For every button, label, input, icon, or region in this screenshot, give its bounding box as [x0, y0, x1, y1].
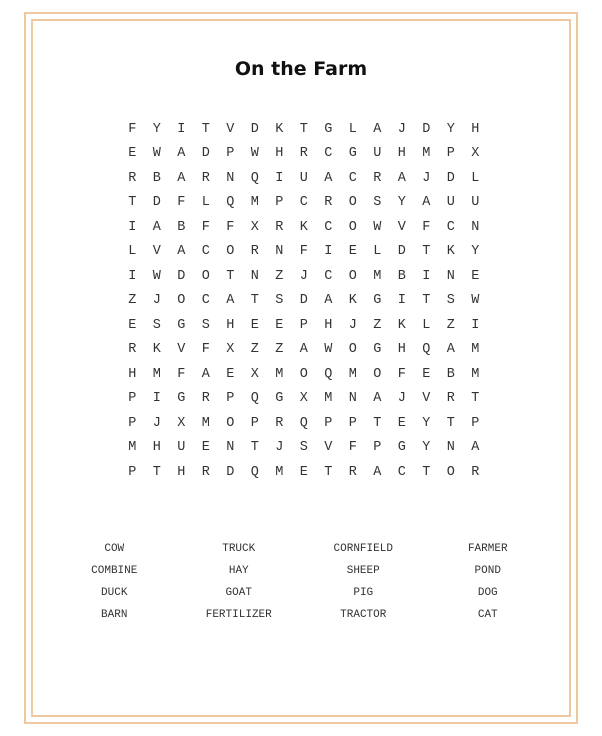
grid-letter: V — [422, 391, 431, 407]
word-list-row — [52, 538, 550, 560]
grid-letter: O — [348, 268, 357, 284]
grid-letter: Q — [250, 170, 259, 186]
grid-letter: W — [373, 219, 382, 235]
grid-letter: V — [152, 244, 161, 260]
grid-letter: R — [471, 464, 480, 480]
grid-letter: T — [471, 391, 480, 407]
word-list-item: PIG — [353, 587, 374, 599]
grid-letter: G — [373, 342, 382, 358]
grid-letter: E — [299, 464, 308, 480]
grid-letter: Z — [128, 293, 137, 309]
grid-row — [120, 142, 488, 167]
grid-letter: Q — [299, 415, 308, 431]
grid-letter: D — [152, 195, 161, 211]
grid-letter: O — [373, 366, 382, 382]
grid-letter: X — [177, 415, 186, 431]
grid-letter: R — [201, 391, 210, 407]
grid-letter: N — [250, 268, 259, 284]
grid-letter: I — [128, 219, 137, 235]
grid-letter: O — [348, 342, 357, 358]
grid-letter: R — [324, 195, 333, 211]
grid-letter: A — [177, 146, 186, 162]
grid-letter: N — [348, 391, 357, 407]
grid-letter: U — [471, 195, 480, 211]
grid-letter: D — [422, 121, 431, 137]
grid-letter: J — [299, 268, 308, 284]
grid-letter: N — [446, 268, 455, 284]
grid-letter: D — [201, 146, 210, 162]
grid-letter: Q — [250, 464, 259, 480]
grid-letter: H — [471, 121, 480, 137]
word-list — [52, 538, 550, 626]
grid-letter: A — [397, 170, 406, 186]
grid-letter: Y — [422, 415, 431, 431]
grid-letter: O — [299, 366, 308, 382]
grid-letter: U — [446, 195, 455, 211]
grid-letter: A — [152, 219, 161, 235]
grid-letter: C — [446, 219, 455, 235]
grid-letter: M — [128, 440, 137, 456]
grid-letter: E — [471, 268, 480, 284]
grid-letter: R — [201, 170, 210, 186]
word-list-item: DOG — [477, 587, 498, 599]
grid-letter: E — [128, 146, 137, 162]
grid-letter: P — [128, 464, 137, 480]
grid-letter: P — [348, 415, 357, 431]
grid-letter: Y — [397, 195, 406, 211]
grid-letter: N — [275, 244, 284, 260]
word-list-item: POND — [474, 565, 501, 577]
grid-letter: K — [299, 219, 308, 235]
grid-letter: G — [324, 121, 333, 137]
grid-letter: X — [250, 219, 259, 235]
grid-letter: D — [299, 293, 308, 309]
grid-letter: C — [299, 195, 308, 211]
grid-letter: H — [397, 342, 406, 358]
grid-row — [120, 166, 488, 191]
grid-letter: H — [128, 366, 137, 382]
grid-letter: R — [348, 464, 357, 480]
word-list-item: COMBINE — [91, 565, 138, 577]
grid-letter: E — [275, 317, 284, 333]
grid-letter: X — [471, 146, 480, 162]
grid-letter: J — [275, 440, 284, 456]
grid-letter: S — [152, 317, 161, 333]
grid-letter: R — [128, 342, 137, 358]
grid-letter: Y — [446, 121, 455, 137]
grid-letter: H — [152, 440, 161, 456]
grid-letter: O — [177, 293, 186, 309]
grid-letter: A — [177, 170, 186, 186]
grid-letter: Z — [373, 317, 382, 333]
grid-letter: E — [348, 244, 357, 260]
grid-letter: A — [373, 391, 382, 407]
grid-letter: L — [201, 195, 210, 211]
grid-letter: T — [226, 268, 235, 284]
grid-letter: X — [299, 391, 308, 407]
grid-letter: O — [446, 464, 455, 480]
grid-letter: X — [250, 366, 259, 382]
grid-letter: F — [201, 219, 210, 235]
grid-letter: P — [275, 195, 284, 211]
grid-letter: Q — [422, 342, 431, 358]
grid-letter: T — [446, 415, 455, 431]
grid-letter: S — [373, 195, 382, 211]
grid-letter: F — [348, 440, 357, 456]
grid-letter: H — [177, 464, 186, 480]
grid-letter: H — [397, 146, 406, 162]
grid-letter: S — [275, 293, 284, 309]
grid-letter: J — [397, 391, 406, 407]
grid-letter: K — [152, 342, 161, 358]
grid-letter: J — [397, 121, 406, 137]
grid-letter: M — [422, 146, 431, 162]
grid-letter: C — [397, 464, 406, 480]
grid-letter: K — [348, 293, 357, 309]
grid-letter: S — [201, 317, 210, 333]
grid-letter: I — [275, 170, 284, 186]
grid-letter: N — [226, 170, 235, 186]
grid-letter: M — [152, 366, 161, 382]
grid-letter: D — [177, 268, 186, 284]
word-list-item: TRACTOR — [340, 609, 387, 621]
grid-letter: Y — [152, 121, 161, 137]
grid-row — [120, 117, 488, 142]
grid-letter: C — [201, 244, 210, 260]
grid-letter: R — [128, 170, 137, 186]
grid-letter: Q — [324, 366, 333, 382]
grid-letter: E — [128, 317, 137, 333]
grid-letter: L — [471, 170, 480, 186]
grid-letter: H — [226, 317, 235, 333]
word-list-item: CORNFIELD — [333, 543, 393, 555]
grid-letter: U — [177, 440, 186, 456]
grid-letter: W — [152, 268, 161, 284]
grid-letter: V — [177, 342, 186, 358]
grid-letter: A — [373, 464, 382, 480]
grid-letter: B — [152, 170, 161, 186]
grid-letter: A — [201, 366, 210, 382]
grid-letter: N — [226, 440, 235, 456]
grid-letter: R — [446, 391, 455, 407]
grid-letter: T — [422, 244, 431, 260]
grid-letter: A — [422, 195, 431, 211]
grid-letter: J — [152, 293, 161, 309]
grid-letter: L — [373, 244, 382, 260]
grid-row — [120, 460, 488, 485]
grid-row — [120, 387, 488, 412]
grid-letter: M — [373, 268, 382, 284]
grid-letter: M — [250, 195, 259, 211]
grid-letter: T — [250, 440, 259, 456]
grid-letter: V — [324, 440, 333, 456]
word-list-item: GOAT — [225, 587, 252, 599]
grid-letter: D — [397, 244, 406, 260]
grid-row — [120, 264, 488, 289]
grid-letter: Z — [275, 342, 284, 358]
grid-letter: M — [471, 366, 480, 382]
grid-letter: E — [422, 366, 431, 382]
grid-letter: T — [128, 195, 137, 211]
grid-letter: S — [299, 440, 308, 456]
grid-letter: P — [226, 391, 235, 407]
grid-letter: J — [422, 170, 431, 186]
grid-letter: D — [250, 121, 259, 137]
grid-row — [120, 215, 488, 240]
grid-letter: V — [226, 121, 235, 137]
grid-letter: F — [177, 366, 186, 382]
grid-letter: T — [324, 464, 333, 480]
grid-letter: T — [422, 293, 431, 309]
grid-letter: M — [275, 464, 284, 480]
grid-letter: P — [226, 146, 235, 162]
grid-letter: E — [201, 440, 210, 456]
grid-letter: B — [397, 268, 406, 284]
grid-letter: L — [348, 121, 357, 137]
grid-letter: T — [250, 293, 259, 309]
grid-letter: A — [177, 244, 186, 260]
grid-letter: A — [226, 293, 235, 309]
grid-letter: W — [471, 293, 480, 309]
word-list-row — [52, 582, 550, 604]
word-list-item: HAY — [228, 565, 249, 577]
grid-letter: Z — [446, 317, 455, 333]
grid-letter: G — [348, 146, 357, 162]
grid-row — [120, 313, 488, 338]
grid-letter: K — [446, 244, 455, 260]
grid-letter: B — [177, 219, 186, 235]
grid-letter: G — [177, 391, 186, 407]
grid-letter: T — [299, 121, 308, 137]
grid-letter: H — [275, 146, 284, 162]
word-list-item: SHEEP — [346, 565, 380, 577]
grid-row — [120, 436, 488, 461]
grid-letter: Z — [250, 342, 259, 358]
grid-letter: C — [324, 146, 333, 162]
grid-letter: F — [201, 342, 210, 358]
grid-letter: E — [250, 317, 259, 333]
grid-row — [120, 240, 488, 265]
grid-letter: P — [471, 415, 480, 431]
grid-row — [120, 362, 488, 387]
grid-letter: Y — [422, 440, 431, 456]
grid-letter: O — [226, 415, 235, 431]
grid-letter: G — [373, 293, 382, 309]
grid-letter: F — [299, 244, 308, 260]
grid-letter: B — [446, 366, 455, 382]
grid-letter: R — [275, 219, 284, 235]
grid-letter: D — [446, 170, 455, 186]
grid-letter: S — [446, 293, 455, 309]
grid-letter: F — [226, 219, 235, 235]
grid-letter: U — [373, 146, 382, 162]
grid-letter: O — [226, 244, 235, 260]
grid-letter: C — [201, 293, 210, 309]
grid-row — [120, 191, 488, 216]
grid-letter: P — [128, 415, 137, 431]
grid-letter: W — [152, 146, 161, 162]
grid-letter: R — [250, 244, 259, 260]
grid-letter: M — [275, 366, 284, 382]
grid-letter: P — [250, 415, 259, 431]
grid-letter: A — [446, 342, 455, 358]
grid-letter: F — [422, 219, 431, 235]
word-list-item: TRUCK — [222, 543, 256, 555]
grid-letter: L — [422, 317, 431, 333]
grid-letter: A — [373, 121, 382, 137]
grid-letter: R — [373, 170, 382, 186]
grid-letter: I — [471, 317, 480, 333]
grid-letter: A — [299, 342, 308, 358]
word-list-item: CAT — [477, 609, 498, 621]
grid-letter: I — [177, 121, 186, 137]
grid-letter: T — [152, 464, 161, 480]
grid-letter: W — [250, 146, 259, 162]
grid-letter: P — [299, 317, 308, 333]
grid-letter: N — [471, 219, 480, 235]
grid-letter: J — [348, 317, 357, 333]
grid-letter: A — [324, 170, 333, 186]
grid-letter: P — [128, 391, 137, 407]
grid-letter: G — [397, 440, 406, 456]
grid-letter: O — [348, 219, 357, 235]
grid-letter: W — [324, 342, 333, 358]
grid-letter: Y — [471, 244, 480, 260]
grid-letter: L — [128, 244, 137, 260]
grid-letter: C — [324, 268, 333, 284]
letter-grid — [120, 117, 488, 485]
grid-letter: Q — [250, 391, 259, 407]
grid-letter: P — [324, 415, 333, 431]
grid-letter: J — [152, 415, 161, 431]
word-list-item: FARMER — [467, 543, 508, 555]
grid-letter: X — [226, 342, 235, 358]
grid-letter: C — [348, 170, 357, 186]
grid-letter: P — [373, 440, 382, 456]
grid-letter: E — [226, 366, 235, 382]
grid-letter: C — [324, 219, 333, 235]
grid-letter: A — [324, 293, 333, 309]
grid-letter: M — [201, 415, 210, 431]
grid-letter: F — [128, 121, 137, 137]
grid-letter: T — [201, 121, 210, 137]
grid-letter: I — [324, 244, 333, 260]
grid-letter: M — [348, 366, 357, 382]
grid-row — [120, 338, 488, 363]
word-list-row — [52, 604, 550, 626]
word-list-row — [52, 560, 550, 582]
grid-letter: I — [397, 293, 406, 309]
grid-letter: I — [152, 391, 161, 407]
grid-letter: E — [397, 415, 406, 431]
grid-letter: G — [275, 391, 284, 407]
grid-letter: N — [446, 440, 455, 456]
grid-letter: R — [275, 415, 284, 431]
grid-row — [120, 411, 488, 436]
grid-row — [120, 289, 488, 314]
word-list-item: COW — [104, 543, 125, 555]
grid-letter: K — [397, 317, 406, 333]
grid-letter: F — [397, 366, 406, 382]
grid-letter: R — [201, 464, 210, 480]
grid-letter: U — [299, 170, 308, 186]
grid-letter: Z — [275, 268, 284, 284]
grid-letter: O — [348, 195, 357, 211]
grid-letter: P — [446, 146, 455, 162]
grid-letter: T — [373, 415, 382, 431]
grid-letter: A — [471, 440, 480, 456]
grid-letter: T — [422, 464, 431, 480]
grid-letter: M — [324, 391, 333, 407]
grid-letter: K — [275, 121, 284, 137]
grid-letter: M — [471, 342, 480, 358]
page-title: On the Farm — [234, 58, 368, 80]
grid-letter: D — [226, 464, 235, 480]
grid-letter: Q — [226, 195, 235, 211]
grid-letter: R — [299, 146, 308, 162]
grid-letter: H — [324, 317, 333, 333]
word-list-item: BARN — [101, 609, 128, 621]
word-list-item: FERTILIZER — [205, 609, 272, 621]
grid-letter: G — [177, 317, 186, 333]
grid-letter: F — [177, 195, 186, 211]
grid-letter: O — [201, 268, 210, 284]
grid-letter: V — [397, 219, 406, 235]
grid-letter: I — [128, 268, 137, 284]
grid-letter: I — [422, 268, 431, 284]
word-list-item: DUCK — [101, 587, 128, 599]
